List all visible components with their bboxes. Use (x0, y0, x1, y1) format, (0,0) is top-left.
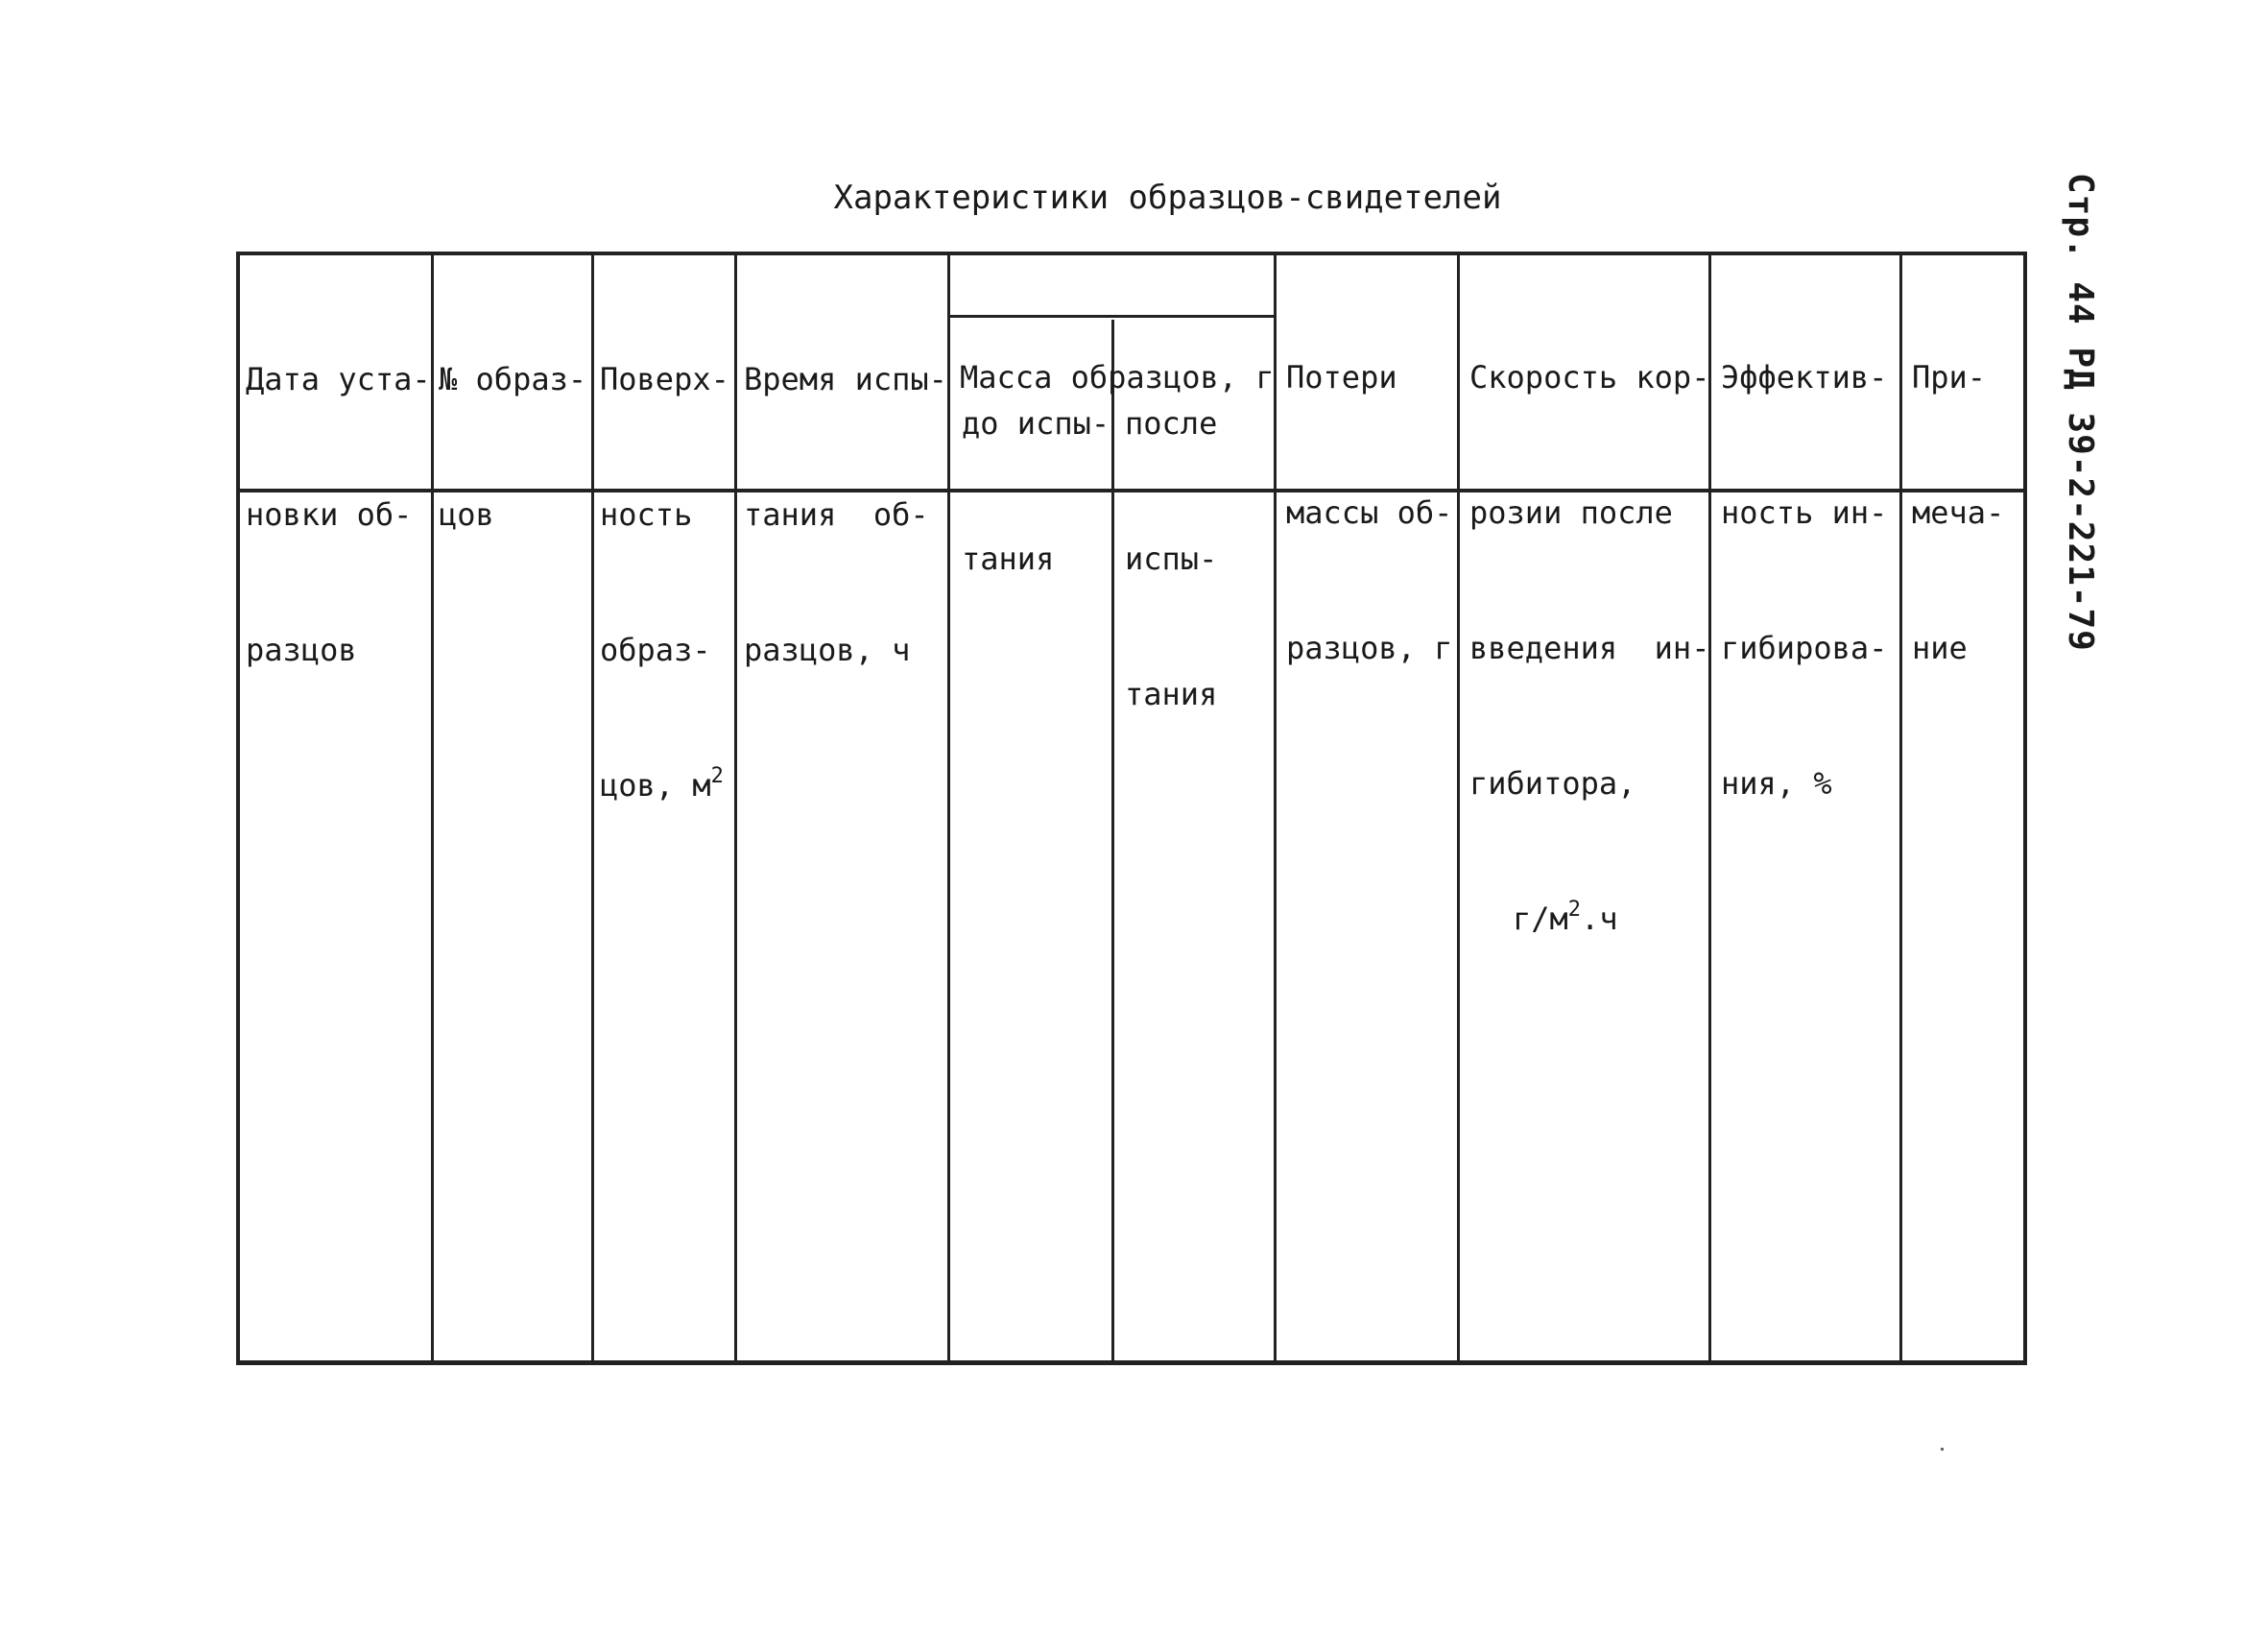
header-line: гибитора, (1469, 765, 1636, 802)
header-line: ность (600, 496, 693, 533)
header-line: введения ин- (1469, 630, 1710, 666)
header-line (1469, 897, 1709, 942)
header-line: после (1125, 405, 1218, 442)
header-line: тания (1125, 676, 1218, 712)
header-install-date (246, 267, 431, 718)
header-line: Время испы- (744, 361, 947, 397)
header-corrosion-rate (1469, 265, 1709, 987)
header-inhibition-efficiency (1721, 265, 1887, 852)
unit-text: .ч (1581, 901, 1618, 937)
header-line: № образ- (439, 361, 587, 397)
unit-superscript: 2 (1567, 898, 1582, 922)
header-specimen-number (439, 267, 586, 583)
unit-superscript: 2 (710, 764, 724, 788)
header-mass-loss (1286, 265, 1452, 716)
header-line: При- (1912, 359, 1987, 396)
col-divider (1899, 252, 1902, 1365)
header-line: Масса образцов, г (960, 359, 1275, 396)
page-header-vertical (2050, 173, 2108, 652)
header-line: Эффектив- (1721, 359, 1888, 396)
page-number-doc-code: Стр. 44 РД 39-2-221-79 (2061, 173, 2100, 652)
header-note (1912, 265, 2004, 716)
header-line: Дата уста- (246, 361, 431, 397)
header-line (600, 763, 729, 808)
header-line: тания об- (744, 496, 929, 533)
col-divider (734, 252, 737, 1365)
header-line: гибирова- (1721, 630, 1888, 666)
page-title: Характеристики образцов-свидетелей (833, 179, 1502, 217)
header-line: меча- (1912, 494, 2005, 531)
header-test-time (744, 267, 947, 718)
col-divider (1111, 320, 1114, 1365)
header-line: новки об- (246, 496, 413, 533)
header-line: тания (962, 540, 1055, 577)
header-line: Потери (1286, 359, 1397, 396)
header-line: цов (439, 496, 494, 533)
scan-speck (1941, 1448, 1944, 1451)
header-line: массы об- (1286, 494, 1453, 531)
header-line: Скорость кор- (1469, 359, 1710, 396)
header-line: ния, % (1721, 765, 1832, 802)
header-line: разцов, ч (744, 632, 911, 668)
header-mass-after (1125, 311, 1217, 762)
header-line: испы- (1125, 540, 1218, 577)
header-line: ние (1912, 630, 1968, 666)
header-surface-area (600, 267, 729, 853)
header-line: ность ин- (1721, 494, 1888, 531)
header-mass-before (962, 311, 1110, 627)
col-divider (1457, 252, 1460, 1365)
unit-text: цов, м (600, 767, 711, 804)
header-line: разцов, г (1286, 630, 1453, 666)
header-line: до испы- (962, 405, 1110, 442)
header-line: образ- (600, 632, 711, 668)
col-divider (947, 252, 950, 1365)
header-line: розии после (1469, 494, 1673, 531)
col-divider (431, 252, 434, 1365)
col-divider (591, 252, 594, 1365)
unit-text: г/м (1513, 901, 1568, 937)
header-line: разцов (246, 632, 357, 668)
header-line: Поверх- (600, 361, 729, 397)
